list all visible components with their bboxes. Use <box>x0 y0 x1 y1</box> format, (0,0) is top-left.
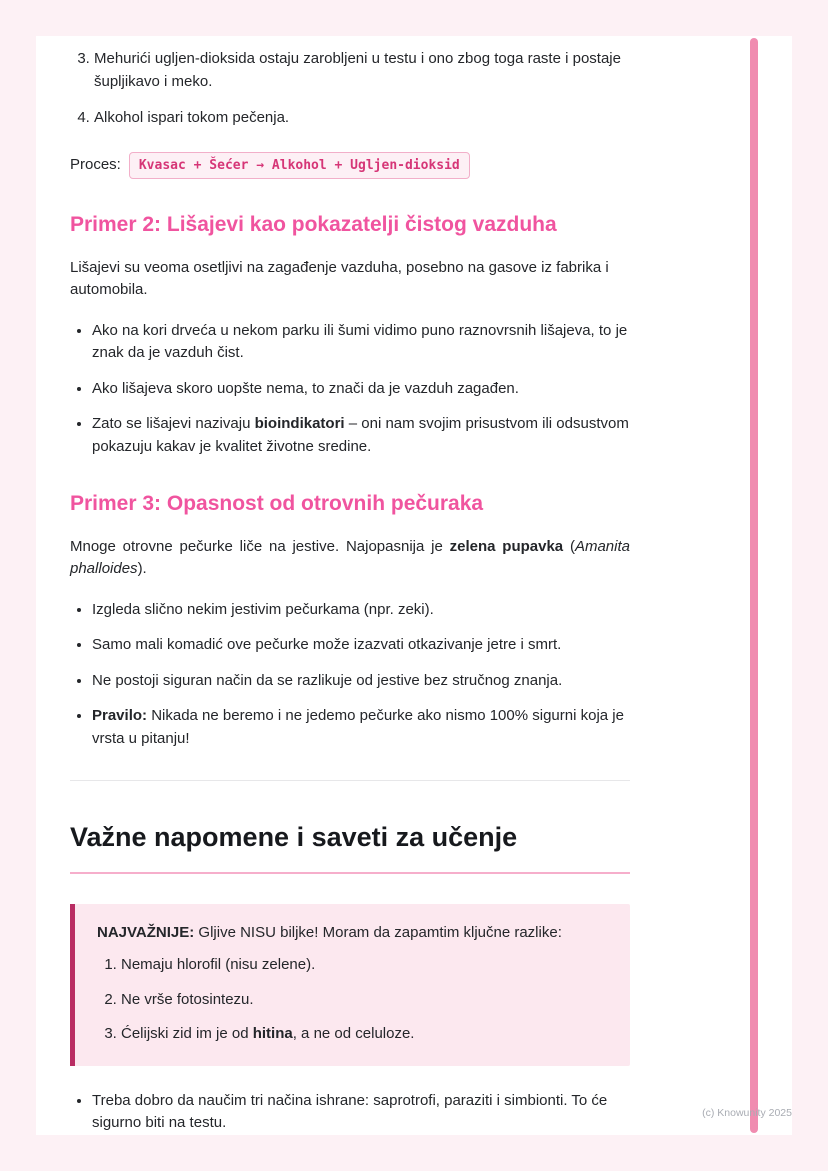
study-tips-list <box>70 1090 630 1135</box>
list-item <box>92 705 630 750</box>
text-segment: Ako na kori drveća u nekom parku ili šumi vidimo puno raznovrsnih lišajeva, to je znak da je vazduh čist. <box>92 321 628 361</box>
primer2-bullet-list <box>70 320 630 459</box>
list-item <box>92 413 630 458</box>
text-segment: ). <box>137 560 147 577</box>
process-row <box>70 152 636 180</box>
text-segment: Nemaju hlorofil (nisu zelene). <box>121 956 316 973</box>
notes-title: Važne napomene i saveti za učenje <box>70 781 630 874</box>
primer3-intro <box>70 536 630 581</box>
document-page <box>36 36 792 1135</box>
text-segment-bold: NAJVAŽNIJE: <box>97 923 195 941</box>
list-item <box>92 1090 630 1135</box>
text-segment: Mnoge otrovne pečurke liče na jestive. Najopasnija je <box>70 537 450 555</box>
text-segment: Nikada ne beremo i ne jedemo pečurke ako nismo 100% sigurni koja je vrsta u pitanju! <box>92 707 624 747</box>
primer2-heading: Primer 2: Lišajevi kao pokazatelji čistog vazduha <box>70 213 557 236</box>
list-item <box>121 1023 608 1046</box>
list-item: 4. Alkohol ispari tokom pečenja. <box>94 107 630 130</box>
list-item <box>121 989 608 1012</box>
primer3-bullet-list <box>70 599 630 751</box>
callout-lead <box>97 922 608 945</box>
primer3-heading: Primer 3: Opasnost od otrovnih pečuraka <box>70 492 484 515</box>
yeast-steps-list <box>70 48 630 130</box>
text-segment: Ne postoji siguran način da se razlikuje od jestive bez stručnog znanja. <box>92 671 563 689</box>
text-segment: Izgleda slično nekim jestivim pečurkama (npr. zeki). <box>92 600 434 618</box>
callout-list <box>99 954 608 1046</box>
text-segment-bold: Pravilo: <box>92 707 148 724</box>
text-segment-italic: Amanita phalloides <box>70 537 630 577</box>
text-segment: Ćelijski zid im je od <box>121 1025 253 1042</box>
list-item <box>92 634 630 657</box>
text-segment: , a ne od celuloze. <box>292 1025 415 1042</box>
copyright-watermark: (c) Knowunity 2025 <box>702 1107 792 1119</box>
list-item <box>92 378 630 401</box>
text-segment: Treba dobro da naučim tri načina ishrane: saprotrofi, paraziti i simbionti. To će sigurno biti na testu. <box>92 1091 608 1131</box>
list-item <box>121 954 608 977</box>
text-segment: Ako lišajeva skoro uopšte nema, to znači da je vazduh zagađen. <box>92 379 519 397</box>
text-segment: ( <box>563 537 575 555</box>
list-item <box>92 320 630 365</box>
text-segment: – oni nam svojim prisustvom ili odsustvom pokazuju kakav je kvalitet životne sredine. <box>92 415 629 455</box>
process-label: Proces: <box>70 156 121 173</box>
text-segment-bold: hitina <box>252 1025 293 1042</box>
important-callout <box>70 904 630 1066</box>
text-segment-bold: zelena pupavka <box>449 537 564 555</box>
scrollbar-thumb[interactable] <box>750 38 758 1133</box>
list-item <box>92 670 630 693</box>
primer2-intro: Lišajevi su veoma osetljivi na zagađenje vazduha, posebno na gasove iz fabrika i automobila. <box>70 258 609 298</box>
list-item <box>92 599 630 622</box>
list-item: 3. Mehurići ugljen-dioksida ostaju zarobljeni u testu i ono zbog toga raste i postaje šupljikavo i meko. <box>94 48 630 93</box>
text-segment: Samo mali komadić ove pečurke može izazvati otkazivanje jetre i smrt. <box>92 636 562 653</box>
text-segment-bold: bioindikatori <box>254 415 345 432</box>
page-content <box>36 36 636 1135</box>
text-segment: Ne vrše fotosintezu. <box>121 990 254 1008</box>
text-segment: Gljive NISU biljke! Moram da zapamtim ključne razlike: <box>194 923 562 941</box>
text-segment: Zato se lišajevi nazivaju <box>92 415 255 432</box>
process-formula-chip: Kvasac + Šećer → Alkohol + Ugljen-dioksid <box>129 152 470 180</box>
